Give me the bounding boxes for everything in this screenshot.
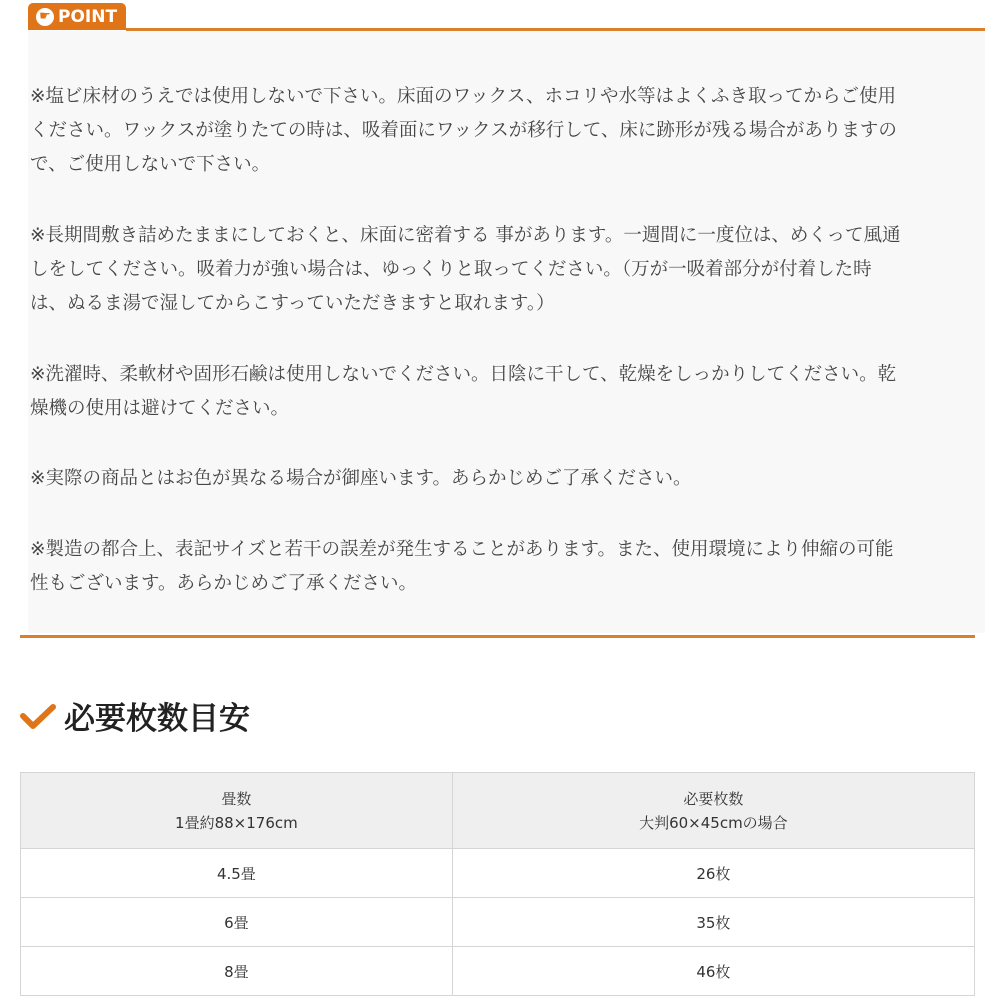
cell: 4.5畳 xyxy=(21,849,453,898)
cell: 6畳 xyxy=(21,898,453,947)
header-cell: 必要枚数 大判60×45cmの場合 xyxy=(452,773,974,849)
point-label: POINT xyxy=(58,6,118,27)
note-paragraph: ※製造の都合上、表記サイズと若干の誤差が発生することがあります。また、使用環境により伸縮の可能 性もございます。あらかじめご了承ください。 xyxy=(30,539,894,594)
cell: 35枚 xyxy=(452,898,974,947)
hand-pointer-icon: ☛ xyxy=(36,8,54,26)
note-paragraph: ※実際の商品とはお色が異なる場合が御座います。あらかじめご了承ください。 xyxy=(30,468,692,489)
section-title: 必要枚数目安 xyxy=(64,701,250,737)
cell: 46枚 xyxy=(452,947,974,996)
divider xyxy=(20,635,975,638)
table-row xyxy=(21,898,975,947)
note-paragraph: ※長期間敷き詰めたままにしておくと、床面に密着する 事があります。一週間に一度位は、めくって風通 しをしてください。吸着力が強い場合は、ゆっくりと取ってください。（万が一吸着部分が付着した時 は、ぬるま湯で湿してからこすっていただきますと取れます。） xyxy=(30,225,901,314)
point-tab xyxy=(28,3,126,30)
note-paragraph: ※洗濯時、柔軟材や固形石鹸は使用しないでください。日陰に干して、乾燥をしっかりしてください。乾 燥機の使用は避けてください。 xyxy=(30,364,897,419)
note-paragraph: ※塩ビ床材のうえでは使用しないで下さい。床面のワックス、ホコリや水等はよくふき取ってからご使用 ください。ワックスが塗りたての時は、吸着面にワックスが移行して、床に跡形が残る場合がありますの で、ご使用しないで下さい。 xyxy=(30,86,897,175)
table-header-row xyxy=(21,773,975,849)
section-heading xyxy=(20,693,250,738)
table-row xyxy=(21,947,975,996)
required-count-table xyxy=(20,772,975,996)
table-row xyxy=(21,849,975,898)
cell: 8畳 xyxy=(21,947,453,996)
cell: 26枚 xyxy=(452,849,974,898)
checkmark-icon xyxy=(20,701,56,731)
header-cell: 畳数 1畳約88×176cm xyxy=(21,773,453,849)
